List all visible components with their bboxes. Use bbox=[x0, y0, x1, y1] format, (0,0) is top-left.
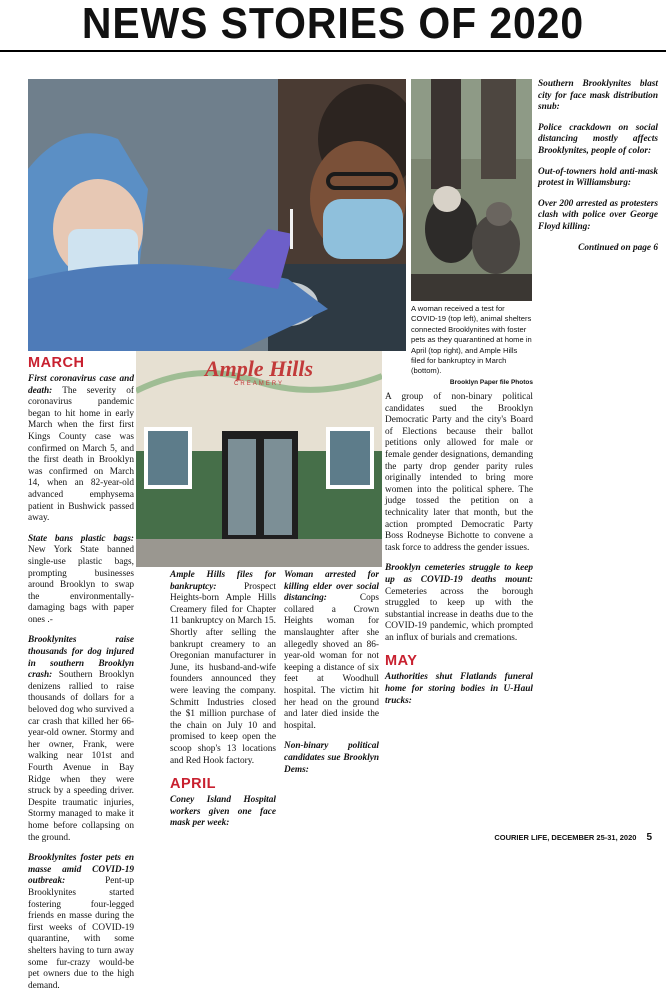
story bbox=[385, 672, 533, 707]
story-body: Prospect Heights-born Ample Hills Creamery filed for Chapter 11 bankruptcy on March 15. Shortly after selling the bankrupt creamery to an Oregonian manufacturer in June, its husband-and-wife founders announced they were leaving the company. Schmitt Industries closed the $1 million purchase of the chain on July 10 and promised to keep open the scoop shop's 13 locations and Red Hook factory. bbox=[170, 581, 276, 766]
story-headline: Coney Island Hospital workers given one face mask per week: bbox=[170, 795, 276, 829]
column-2 bbox=[170, 570, 276, 839]
shop-sign-name: Ample Hills bbox=[204, 356, 314, 381]
covid-test-photo bbox=[28, 79, 406, 351]
story-headline: Woman arrested for killing elder over social distancing: bbox=[284, 570, 379, 604]
story-body: The severity of coronavirus pandemic began to hit home in early March when the first first Kings County case was confirmed on March 5, and the first death in Brooklyn was confirmed on March 14, when an 82-year-old advanced emphysema patient in Bushwick passed away. bbox=[28, 385, 134, 524]
story-body: Cops collared a Crown Heights woman for manslaughter after she allegedly shoved an 86-year-old woman for not keeping a distance of six feet at Woodhull hospital. The victim hit her head on the ground and later died inside the hospital. bbox=[284, 593, 379, 731]
caption-text: A woman received a test for COVID-19 (top left), animal shelters connected Brooklynites with foster pets as they quarantined at home in April (top right), and Ample Hills filed for bankruptcy in March (bottom). bbox=[411, 304, 532, 376]
story bbox=[170, 795, 276, 830]
photo-caption bbox=[411, 304, 533, 388]
story bbox=[284, 570, 379, 732]
story bbox=[170, 570, 276, 767]
story-headline: Ample Hills files for bankruptcy: bbox=[170, 570, 276, 592]
story-headline: Non-binary political candidates sue Brooklyn Dems: bbox=[284, 741, 379, 775]
story-body: Southern Brooklyn denizens rallied to raise thousands of dollars for a beloved dog who survived a car crash that killed her 66-year-old owner. Stormy and her owner, Frank, were walking near 101st and Fourth Avenue in Bay Ridge when they were struck by a speeding driver. Despite traumatic injuries, Stormy managed to make it home before collapsing on the ground. bbox=[28, 670, 134, 843]
column-3 bbox=[284, 570, 379, 785]
story-headline: Brooklynites foster pets en masse amid COVID-19 outbreak: bbox=[28, 853, 134, 887]
story-body: Pent-up Brooklynites started fostering four-legged friends en masse during the first weeks of COVID-19 quarantine, with some shelters having to turn away some fur-crazy would-be pet owners due to the high demand. bbox=[28, 876, 134, 991]
story-body: New York State banned single-use plastic bags, prompting businesses around Brooklyn to swap the environmentally-damaging bags with paper ones .- bbox=[28, 545, 134, 625]
section-april: APRIL bbox=[170, 776, 216, 793]
story-headline: Authorities shut Flatlands funeral home for storing bodies in U-Haul trucks: bbox=[385, 672, 533, 706]
story bbox=[538, 123, 658, 158]
story bbox=[284, 741, 379, 776]
photo-credit: Brooklyn Paper file Photos bbox=[449, 378, 533, 386]
footer-publication: COURIER LIFE, DECEMBER 25-31, 2020 bbox=[494, 833, 637, 842]
story-headline: First coronavirus case and death: bbox=[28, 374, 134, 396]
story bbox=[28, 374, 134, 525]
continued-note: Continued on page 6 bbox=[578, 242, 658, 253]
story bbox=[538, 199, 658, 234]
story bbox=[538, 167, 658, 190]
ample-hills-storefront-photo bbox=[136, 351, 382, 567]
story bbox=[28, 534, 134, 627]
story-headline: State bans plastic bags: bbox=[28, 533, 134, 544]
column-1 bbox=[28, 355, 134, 1001]
story-headline: Southern Brooklynites blast city for face mask distribution snub: bbox=[538, 79, 658, 113]
page-title: NEWS STORIES OF 2020 bbox=[81, 0, 585, 48]
page-number: 5 bbox=[646, 832, 652, 843]
story-body: A group of non-binary political candidates sued the Brooklyn Democratic Party and the city's Board of Elections because their ballot petitions only allowed for male or female gender designations, demanding the party drop gender parity rules originally intended to bring more women into the political sphere. The judge tossed the petition on a technicality later that month, but the action prompted Democratic Party Boss Rodneyse Bichotte to convene a task force to address the gender issues. bbox=[385, 392, 533, 553]
story bbox=[28, 635, 134, 844]
page-footer bbox=[494, 832, 652, 843]
story-headline: Brooklyn cemeteries struggle to keep up as COVID-19 deaths mount: bbox=[385, 563, 533, 585]
story-headline: Brooklynites raise thousands for dog injured in southern Brooklyn crash: bbox=[28, 635, 134, 681]
title-rule bbox=[0, 50, 666, 52]
section-march: MARCH bbox=[28, 355, 85, 371]
shop-sign-sub: CREAMERY bbox=[234, 381, 284, 387]
column-4 bbox=[385, 392, 533, 716]
column-5 bbox=[538, 79, 658, 254]
story-headline: Out-of-towners hold anti-mask protest in Williamsburg: bbox=[538, 166, 658, 189]
story-headline: Over 200 arrested as protesters clash with police over George Floyd killing: bbox=[538, 198, 658, 232]
section-may: MAY bbox=[385, 653, 418, 670]
story bbox=[28, 853, 134, 992]
story bbox=[538, 79, 658, 114]
story bbox=[385, 563, 533, 644]
story-headline: Police crackdown on social distancing mostly affects Brooklynites, people of color: bbox=[538, 122, 658, 156]
story bbox=[385, 392, 533, 554]
story-body: Cemeteries across the borough struggled to keep up with the substantial increase in deaths due to the COVID-19 pandemic, which prompted an influx of burials and cremations. bbox=[385, 586, 533, 643]
foster-dogs-photo bbox=[411, 79, 532, 301]
